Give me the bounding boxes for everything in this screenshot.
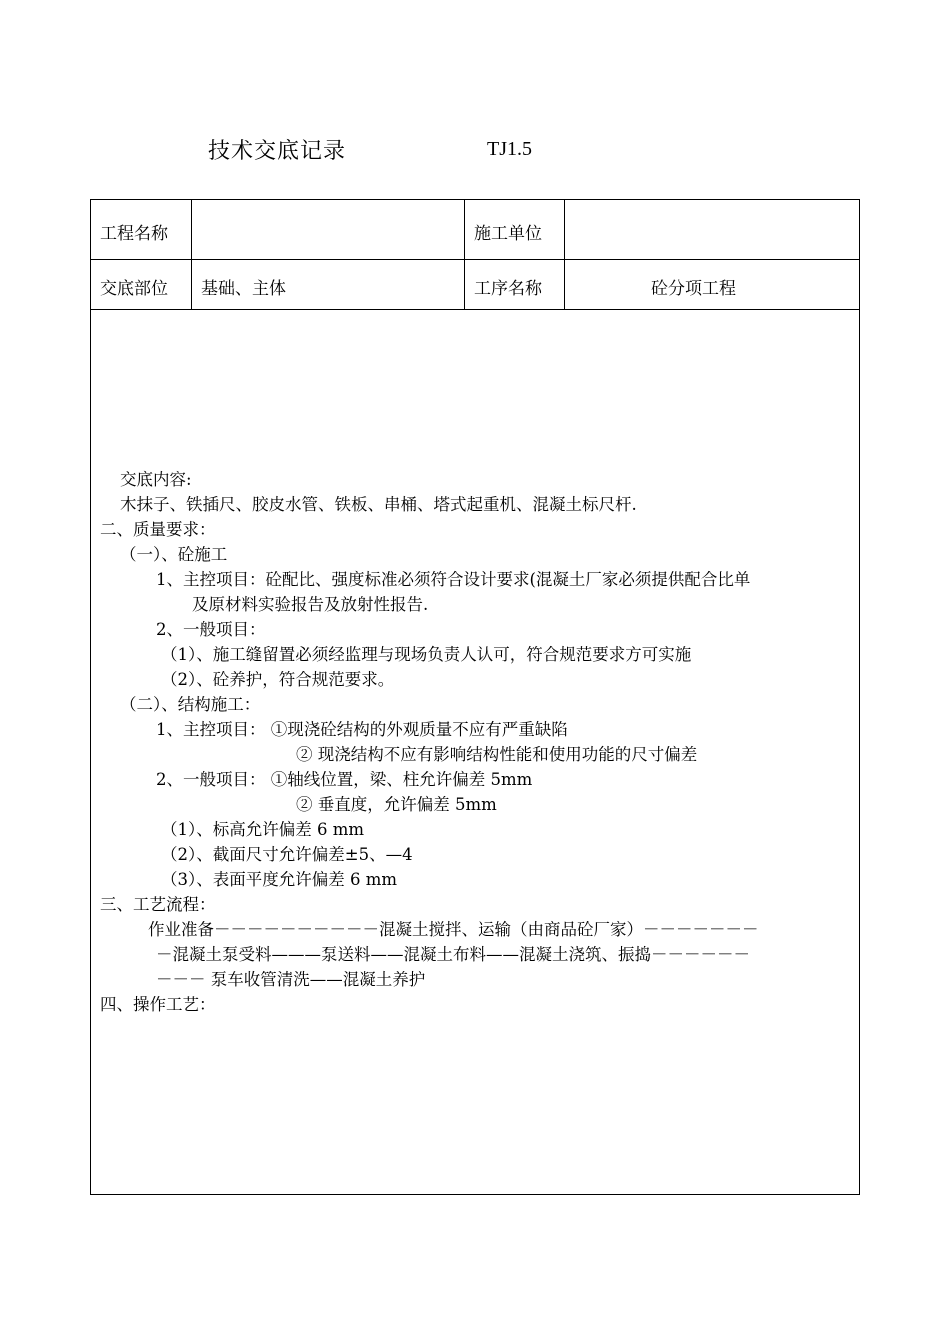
content-line: （3）、表面平度允许偏差 6 mm (161, 870, 398, 889)
process-label: 工序名称 (474, 279, 542, 299)
content-line: 1、主控项目：砼配比、强度标准必须符合设计要求(混凝土厂家必须提供配合比单 (156, 570, 751, 589)
content-line: （一）、砼施工 (120, 545, 228, 564)
content-line: 作业准备－－－－－－－－－－混凝土搅拌、运输（由商品砼厂家）－－－－－－－ (148, 920, 759, 939)
content-line: （2）、截面尺寸允许偏差±5、—4 (161, 845, 413, 864)
content-line: 1、主控项目： ①现浇砼结构的外观质量不应有严重缺陷 (156, 720, 568, 739)
content-line: （1）、标高允许偏差 6 mm (161, 820, 365, 839)
content-line: 四、操作工艺： (100, 995, 216, 1014)
project-name-label: 工程名称 (100, 224, 168, 244)
content-area (91, 200, 859, 1194)
content-line: （2）、砼养护，符合规范要求。 (161, 670, 395, 689)
handover-form (90, 199, 860, 1195)
content-line: ② 现浇结构不应有影响结构性能和使用功能的尺寸偏差 (296, 745, 698, 764)
content-line: ② 垂直度，允许偏差 5mm (296, 795, 497, 814)
content-line: －混凝土泵受料———泵送料——混凝土布料——混凝土浇筑、振捣－－－－－－ (156, 945, 750, 964)
content-line: （1）、施工缝留置必须经监理与现场负责人认可，符合规范要求方可实施 (161, 645, 692, 664)
process-value: 砼分项工程 (651, 279, 736, 299)
location-label: 交底部位 (100, 279, 168, 299)
content-line: （二）、结构施工： (120, 695, 261, 714)
document-code: TJ1.5 (487, 138, 532, 160)
content-line: 三、工艺流程： (100, 895, 216, 914)
content-line: 交底内容: (120, 470, 192, 489)
location-value: 基础、主体 (201, 279, 286, 299)
content-line: 2、一般项目： (156, 620, 266, 639)
contractor-label: 施工单位 (474, 224, 542, 244)
content-line: 2、一般项目： ①轴线位置，梁、柱允许偏差 5mm (156, 770, 533, 789)
content-line: －－－ 泵车收管清洗——混凝土养护 (156, 970, 426, 989)
content-line: 及原材料实验报告及放射性报告. (192, 595, 429, 614)
document-title: 技术交底记录 (208, 139, 347, 164)
content-line: 二、质量要求： (100, 520, 216, 539)
content-line: 木抹子、铁插尺、胶皮水管、铁板、串桶、塔式起重机、混凝土标尺杆. (120, 495, 637, 514)
